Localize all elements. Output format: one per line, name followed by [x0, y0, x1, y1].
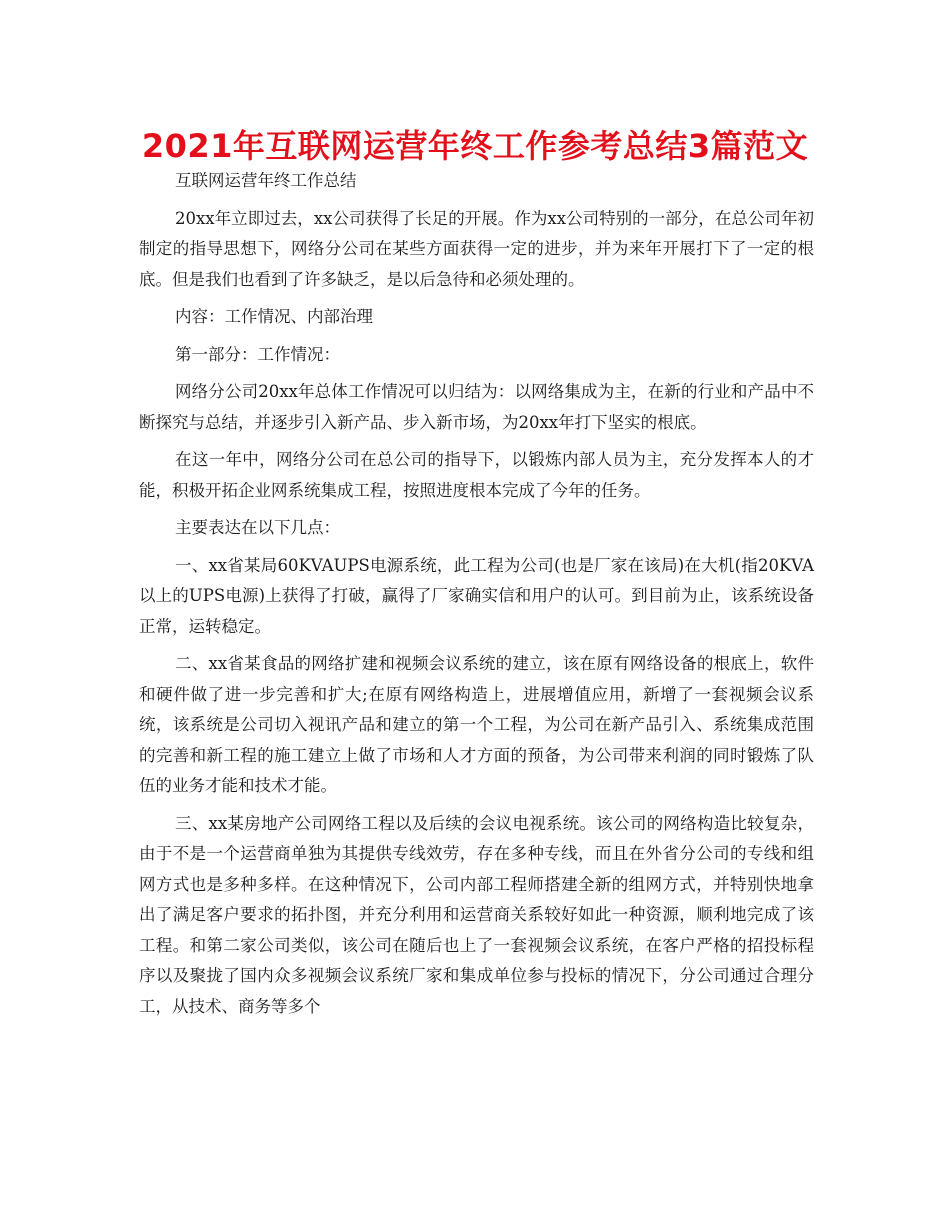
paragraph-point-two: 二、xx省某食品的网络扩建和视频会议系统的建立，该在原有网络设备的根底上，软件和硬件做了进一步完善和扩大;在原有网络构造上，进展增值应用，新增了一套视频会议系统，该系统是公司切入视讯产品和建立的第一个工程，为公司在新产品引入、系统集成范围的完善和新工程的施工建立上做了市场和人才方面的预备，为公司带来利润的同时锻炼了队伍的业务才能和技术才能。: [139, 654, 814, 795]
paragraph-point-one: 一、xx省某局60KVAUPS电源系统，此工程为公司(也是厂家在该局)在大机(指20KVA以上的UPS电源)上获得了打破，赢得了厂家确实信和用户的认可。到目前为止，该系统设备正常，运转稳定。: [139, 555, 814, 636]
document-body: [139, 166, 814, 1029]
paragraph-intro: 20xx年立即过去，xx公司获得了长足的开展。作为xx公司特别的一部分，在总公司年初制定的指导思想下，网络分公司在某些方面获得一定的进步，并为来年开展打下了一定的根底。但是我们也看到了许多缺乏，是以后急待和必须处理的。: [139, 208, 814, 289]
paragraph-part-one-heading: 第一部分：工作情况：: [175, 344, 340, 364]
paragraph-point-three: 三、xx某房地产公司网络工程以及后续的会议电视系统。该公司的网络构造比较复杂，由于不是一个运营商单独为其提供专线效劳，存在多种专线，而且在外省分公司的专线和组网方式也是多种多样。在这种情况下，公司内部工程师搭建全新的组网方式，并特别快地拿出了满足客户要求的拓扑图，并充分利用和运营商关系较好如此一种资源，顺利地完成了该工程。和第二家公司类似，该公司在随后也上了一套视频会议系统，在客户严格的招投标程序以及聚拢了国内众多视频会议系统厂家和集成单位参与投标的情况下，分公司通过合理分工，从技术、商务等多个: [139, 813, 814, 1016]
paragraph-subtitle: 互联网运营年终工作总结: [175, 171, 357, 190]
document-title: 2021年互联网运营年终工作参考总结3篇范文: [141, 127, 809, 165]
paragraph-contents: 内容：工作情况、内部治理: [175, 307, 373, 326]
paragraph-points-heading: 主要表达在以下几点：: [175, 518, 340, 537]
paragraph-year-review: 在这一年中，网络分公司在总公司的指导下，以锻炼内部人员为主，充分发挥本人的才能，积极开拓企业网系统集成工程，按照进度根本完成了今年的任务。: [139, 450, 814, 500]
paragraph-summary: 网络分公司20xx年总体工作情况可以归结为：以网络集成为主，在新的行业和产品中不断探究与总结，并逐步引入新产品、步入新市场，为20xx年打下坚实的根底。: [139, 382, 814, 432]
